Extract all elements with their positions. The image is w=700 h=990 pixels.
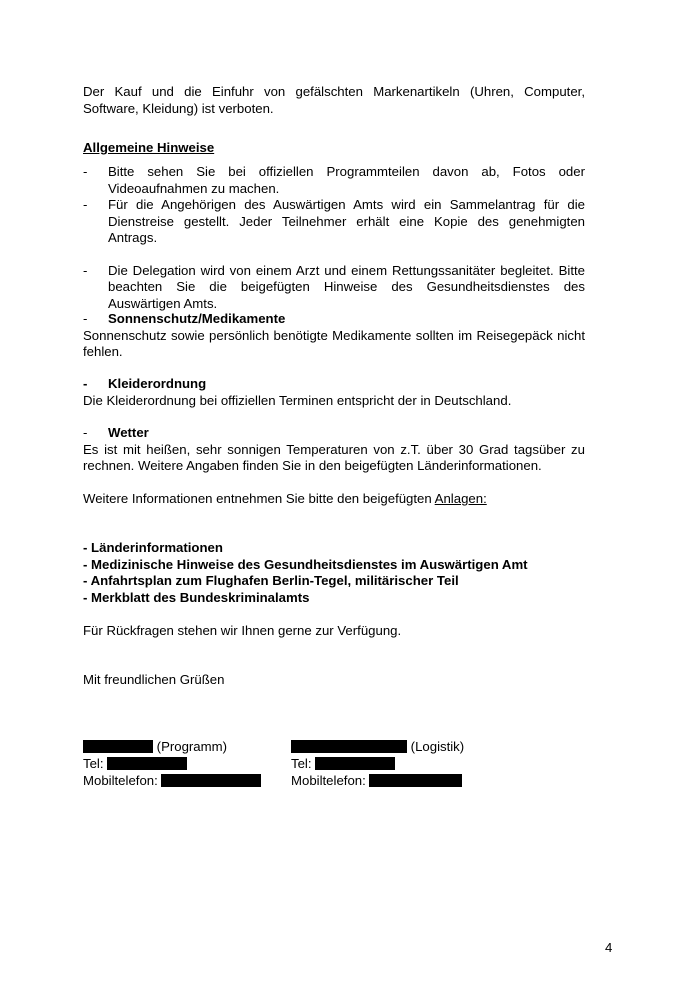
list-item: - Länderinformationen [83,540,223,555]
redacted-name [291,740,407,753]
closing-greeting: Mit freundlichen Grüßen [83,672,225,687]
section-sun-protection [83,311,585,361]
list-item: - Merkblatt des Bundeskriminalamts [83,589,310,605]
page-number: 4 [605,940,613,955]
attachments-list [83,540,585,606]
redacted-phone [315,757,395,770]
section-heading: - Kleiderordnung [83,376,207,391]
signature-logistics: (Logistik) Tel: Mobiltelefon: [291,739,465,788]
general-notes-list [83,164,585,312]
list-item: - Für die Angehörigen des Auswärtigen Amts wird ein Sammelantrag für die Dienstreise gestellt. Jeder Teilnehmer erhält eine Kopie des genehmigten Antrags. [83,197,585,245]
list-item: - Bitte sehen Sie bei offiziellen Programmteilen davon ab, Fotos oder Videoaufnahmen zu machen. [83,164,585,196]
attachments-reference: Anlagen: [434,491,487,506]
more-info-paragraph: Weitere Informationen entnehmen Sie bitte den beigefügten Anlagen: [83,491,487,506]
section-body: Die Kleiderordnung bei offiziellen Terminen entspricht der in Deutschland. [83,392,512,408]
questions-paragraph: Für Rückfragen stehen wir Ihnen gerne zur Verfügung. [83,623,402,638]
intro-paragraph: Der Kauf und die Einfuhr von gefälschten Markenartikeln (Uhren, Computer, Software, Kleidung) ist verboten. [83,84,585,116]
general-notes-heading: Allgemeine Hinweise [83,140,215,155]
list-item: - Anfahrtsplan zum Flughafen Berlin-Tegel, militärischer Teil [83,573,459,588]
redacted-mobile [161,774,261,787]
section-body: Sonnenschutz sowie persönlich benötigte Medikamente sollten im Reisegepäck nicht fehlen. [83,327,585,359]
list-item: - Medizinische Hinweise des Gesundheitsdienstes im Auswärtigen Amt [83,556,528,572]
section-body: Es ist mit heißen, sehr sonnigen Temperaturen von z.T. über 30 Grad tagsüber zu rechnen. Weitere Angaben finden Sie in den beigefügten Länderinformationen. [83,441,585,473]
signature-program: (Programm) Tel: Mobiltelefon: [83,738,261,789]
section-weather [83,425,585,475]
section-heading: - Wetter [83,425,149,440]
section-heading: - Sonnenschutz/Medikamente [83,311,286,326]
redacted-phone [107,757,187,770]
list-item: - Die Delegation wird von einem Arzt und einem Rettungssanitäter begleitet. Bitte beachten Sie die beigefügten Hinweise des Gesundheitsdienstes des Auswärtigen Amts. [83,262,585,311]
redacted-mobile [369,774,462,787]
section-dress-code [83,376,585,409]
redacted-name [83,740,153,753]
